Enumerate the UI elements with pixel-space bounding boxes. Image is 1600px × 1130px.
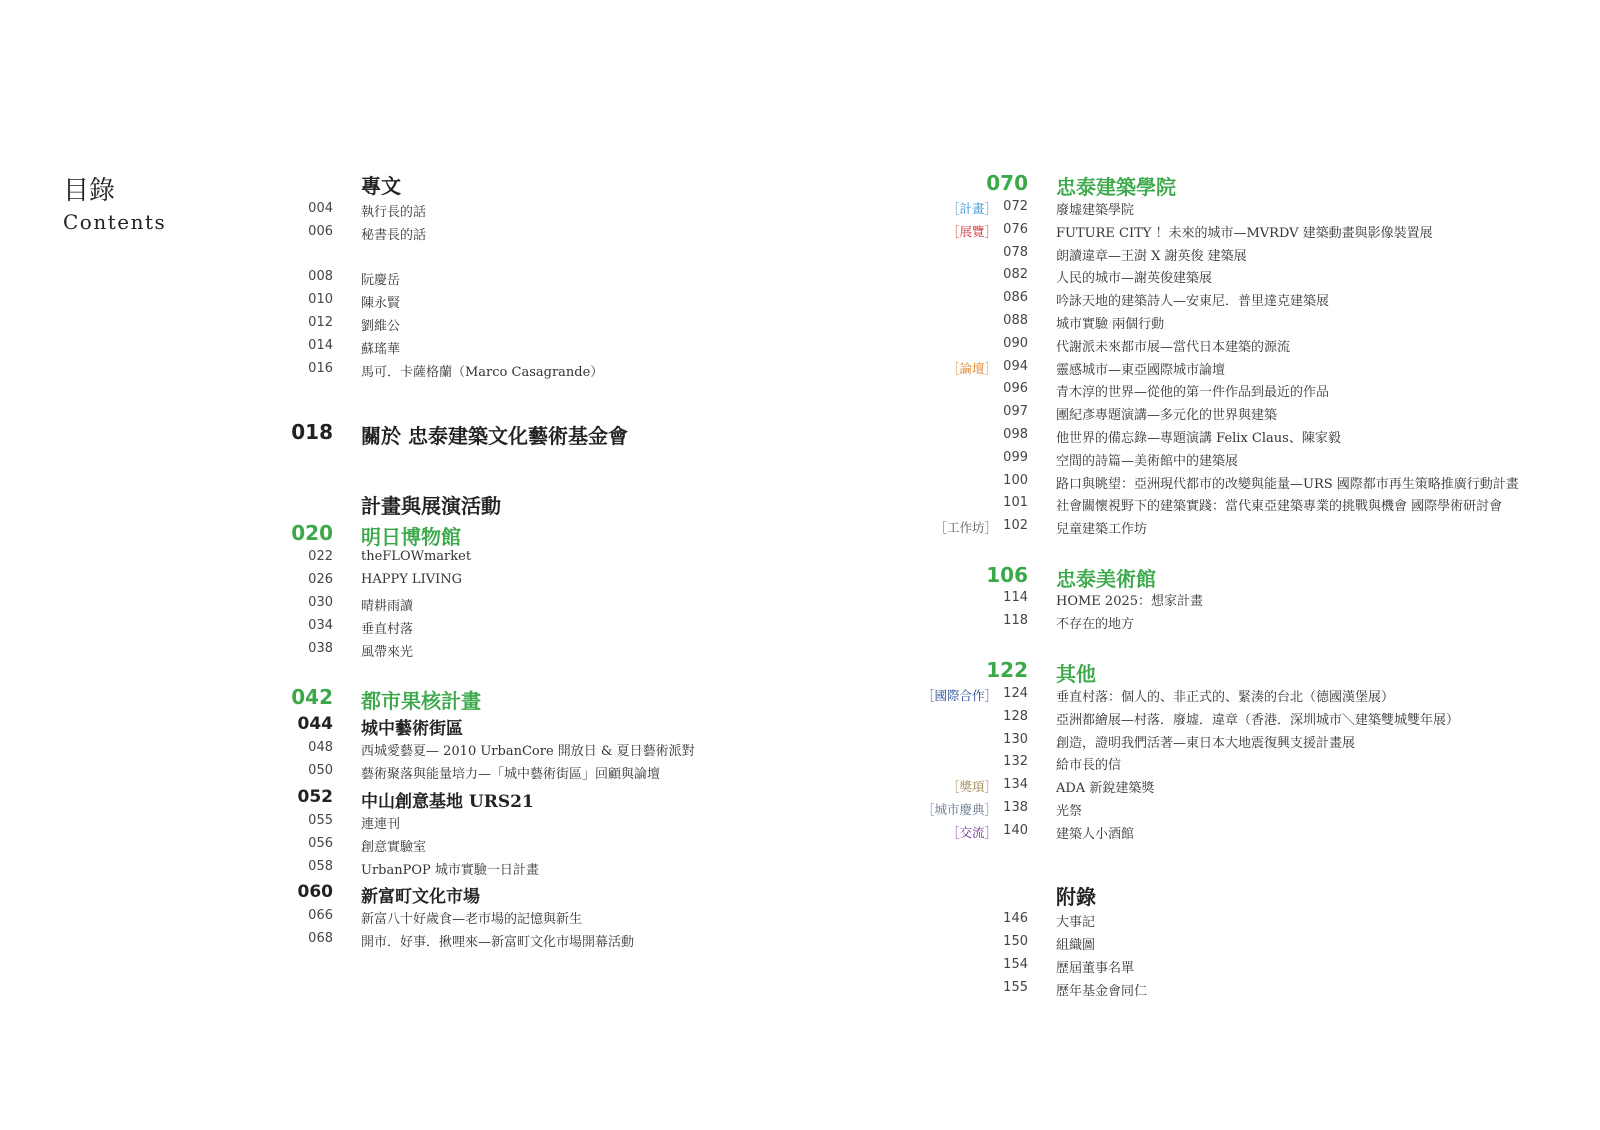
others-item-page-number: 138 — [1003, 800, 1028, 815]
art-district-item-title[interactable]: 藝術聚落與能量培力—「城中藝術街區」回顧與論壇 — [361, 767, 661, 782]
museum-item-title[interactable]: 垂直村落 — [361, 622, 414, 637]
art-district-item-page-number: 050 — [308, 763, 333, 778]
museum-item-page-number: 022 — [308, 549, 333, 564]
academy-item-page-number: 101 — [1003, 495, 1028, 511]
others-item-category-tag: ［獎項］ — [946, 779, 997, 795]
others-item-category-tag: ［城市慶典］ — [921, 802, 997, 817]
others-item-title[interactable]: 給市長的信 — [1056, 758, 1122, 774]
museum-item-title[interactable]: HAPPY LIVING — [361, 572, 462, 587]
people-item-page-number: 010 — [308, 292, 333, 307]
appendix-item-title[interactable]: 組織圖 — [1056, 938, 1096, 953]
urs21-item-page-number: 055 — [308, 813, 333, 828]
art-museum-section-page-number: 106 — [986, 563, 1028, 587]
museum-item-page-number: 030 — [308, 595, 333, 610]
urs21-item-page-number: 056 — [308, 836, 333, 851]
academy-item-title[interactable]: 代謝派未來都市展—當代日本建築的源流 — [1056, 339, 1291, 355]
others-section-title[interactable]: 其他 — [1056, 662, 1096, 686]
appendix-item-page-number: 150 — [1003, 934, 1028, 949]
others-item-category-tag: ［交流］ — [946, 824, 997, 840]
academy-item-page-number: 100 — [1003, 472, 1028, 488]
others-item-page-number: 134 — [1003, 777, 1028, 793]
urs21-item-title[interactable]: 連連刊 — [361, 817, 401, 832]
market-item-title[interactable]: 新富八十好歲食—老市場的記憶與新生 — [361, 912, 583, 927]
people-item-title[interactable]: 阮慶岳 — [361, 273, 401, 288]
appendix-item-page-number: 146 — [1003, 911, 1028, 926]
others-item-page-number: 124 — [1003, 686, 1028, 701]
art-museum-item-title[interactable]: HOME 2025：想家計畫 — [1056, 594, 1204, 609]
appendix-item-title[interactable]: 歷年基金會同仁 — [1056, 984, 1148, 999]
art-district-section-page-number: 044 — [297, 714, 333, 734]
toc-title: 目錄 — [63, 176, 116, 206]
market-section-page-number: 060 — [297, 882, 333, 902]
people-item-title[interactable]: 蘇瑤華 — [361, 342, 401, 357]
people-item-page-number: 012 — [308, 315, 333, 330]
market-section-title[interactable]: 新富町文化市場 — [361, 887, 480, 907]
art-district-item-page-number: 048 — [308, 740, 333, 755]
academy-item-title[interactable]: 吟詠天地的建築詩人—安東尼．普里達克建築展 — [1056, 294, 1330, 310]
academy-item-page-number: 097 — [1003, 404, 1028, 420]
others-section-page-number: 122 — [986, 658, 1028, 682]
urs21-item-title[interactable]: UrbanPOP 城市實驗一日計畫 — [361, 863, 539, 878]
others-item-title[interactable]: 亞洲都繪展—村落．廢墟．違章（香港．深圳城市＼建築雙城雙年展） — [1056, 712, 1460, 728]
market-item-title[interactable]: 開市．好事．揪哩來—新富町文化市場開幕活動 — [361, 935, 635, 950]
academy-item-page-number: 096 — [1003, 381, 1028, 397]
museum-item-page-number: 038 — [308, 641, 333, 656]
people-item-title[interactable]: 劉維公 — [361, 319, 401, 334]
others-item-title[interactable]: 垂直村落：個人的、非正式的、緊湊的台北（德國漢堡展） — [1056, 690, 1395, 705]
others-item-title[interactable]: ADA 新銳建築獎 — [1056, 781, 1155, 797]
academy-item-title[interactable]: 他世界的備忘錄—專題演講 Felix Claus、陳家毅 — [1056, 431, 1341, 446]
others-item-category-tag: ［國際合作］ — [921, 688, 997, 703]
urs21-section-title[interactable]: 中山創意基地 URS21 — [361, 792, 534, 812]
academy-item-title[interactable]: 廢墟建築學院 — [1056, 203, 1135, 218]
academy-item-title[interactable]: 團紀彥專題演講—多元化的世界與建築 — [1056, 408, 1278, 424]
market-item-page-number: 066 — [308, 908, 333, 923]
others-item-page-number: 130 — [1003, 731, 1028, 747]
art-museum-item-page-number: 118 — [1003, 613, 1028, 628]
people-item-page-number: 014 — [308, 338, 333, 353]
academy-item-title[interactable]: 兒童建築工作坊 — [1056, 522, 1148, 538]
academy-section-page-number: 070 — [986, 171, 1028, 195]
academy-item-title[interactable]: 朗讀違章—王澍 X 謝英俊 建築展 — [1056, 248, 1247, 264]
urs21-section-page-number: 052 — [297, 787, 333, 807]
academy-item-page-number: 090 — [1003, 335, 1028, 351]
art-district-item-title[interactable]: 西城愛藝夏— 2010 UrbanCore 開放日 & 夏日藝術派對 — [361, 744, 695, 759]
appendix-item-title[interactable]: 歷屆董事名單 — [1056, 961, 1135, 976]
urbancore-section-page-number: 042 — [291, 685, 333, 709]
toc-subtitle: Contents — [63, 210, 167, 234]
about-section-title[interactable]: 關於 忠泰建築文化藝術基金會 — [361, 424, 628, 448]
people-item-page-number: 016 — [308, 361, 333, 376]
people-item-page-number: 008 — [308, 269, 333, 284]
academy-item-title[interactable]: 靈感城市—東亞國際城市論壇 — [1056, 362, 1226, 378]
academy-item-category-tag: ［論壇］ — [946, 360, 997, 376]
museum-item-title[interactable]: theFLOWmarket — [361, 549, 472, 564]
museum-section-title[interactable]: 明日博物館 — [361, 525, 461, 549]
essay-item-page-number: 006 — [308, 224, 333, 239]
others-item-page-number: 132 — [1003, 754, 1028, 770]
appendix-header-title: 附錄 — [1056, 885, 1096, 909]
essay-item-title[interactable]: 執行長的話 — [361, 205, 427, 220]
academy-item-page-number: 098 — [1003, 427, 1028, 442]
academy-item-title[interactable]: 人民的城市—謝英俊建築展 — [1056, 271, 1213, 287]
academy-item-page-number: 088 — [1003, 313, 1028, 328]
academy-item-page-number: 099 — [1003, 449, 1028, 465]
museum-item-page-number: 034 — [308, 618, 333, 633]
academy-section-title[interactable]: 忠泰建築學院 — [1056, 175, 1176, 199]
appendix-item-title[interactable]: 大事記 — [1056, 915, 1096, 930]
academy-item-title[interactable]: FUTURE CITY ！未來的城市—MVRDV 建築動畫與影像裝置展 — [1056, 225, 1433, 241]
people-item-title[interactable]: 陳永賢 — [361, 296, 401, 311]
academy-item-page-number: 072 — [1003, 199, 1028, 214]
art-museum-item-title[interactable]: 不存在的地方 — [1056, 617, 1135, 632]
academy-item-category-tag: ［工作坊］ — [934, 520, 997, 536]
people-item-title[interactable]: 馬可．卡薩格蘭（Marco Casagrande） — [361, 365, 604, 380]
others-item-title[interactable]: 光祭 — [1056, 804, 1083, 819]
academy-item-page-number: 094 — [1003, 358, 1028, 374]
essay-item-page-number: 004 — [308, 201, 333, 216]
museum-item-page-number: 026 — [308, 572, 333, 587]
others-item-title[interactable]: 創造，證明我們活著—東日本大地震復興支援計畫展 — [1056, 735, 1356, 751]
essay-item-title[interactable]: 秘書長的話 — [361, 228, 427, 243]
essay-header-title: 專文 — [361, 174, 401, 198]
urs21-item-title[interactable]: 創意實驗室 — [361, 840, 427, 855]
academy-item-title[interactable]: 路口與眺望：亞洲現代都市的改變與能量—URS 國際都市再生策略推廣行動計畫 — [1056, 476, 1519, 492]
academy-item-title[interactable]: 城市實驗 兩個行動 — [1056, 317, 1165, 332]
about-section-page-number: 018 — [291, 420, 333, 444]
art-museum-section-title[interactable]: 忠泰美術館 — [1056, 567, 1156, 591]
projects-header-title: 計畫與展演活動 — [361, 494, 501, 518]
academy-item-title[interactable]: 空間的詩篇—美術館中的建築展 — [1056, 453, 1239, 469]
others-item-title[interactable]: 建築人小酒館 — [1056, 826, 1135, 842]
appendix-item-page-number: 155 — [1003, 980, 1028, 995]
art-museum-item-page-number: 114 — [1003, 590, 1028, 605]
academy-item-page-number: 082 — [1003, 267, 1028, 283]
academy-item-category-tag: ［展覽］ — [946, 223, 997, 239]
appendix-item-page-number: 154 — [1003, 957, 1028, 972]
market-item-page-number: 068 — [308, 931, 333, 946]
urs21-item-page-number: 058 — [308, 859, 333, 874]
urbancore-section-title[interactable]: 都市果核計畫 — [361, 689, 481, 713]
museum-item-title[interactable]: 晴耕雨讀 — [361, 599, 414, 614]
museum-section-page-number: 020 — [291, 521, 333, 545]
museum-item-title[interactable]: 風帶來光 — [361, 645, 414, 660]
others-item-page-number: 140 — [1003, 822, 1028, 838]
academy-item-page-number: 076 — [1003, 221, 1028, 237]
academy-item-title[interactable]: 社會關懷視野下的建築實踐：當代東亞建築專業的挑戰與機會 國際學術研討會 — [1056, 499, 1503, 515]
art-district-section-title[interactable]: 城中藝術街區 — [361, 719, 463, 739]
academy-item-page-number: 086 — [1003, 290, 1028, 306]
academy-item-page-number: 078 — [1003, 244, 1028, 260]
academy-item-page-number: 102 — [1003, 518, 1028, 534]
academy-item-title[interactable]: 青木淳的世界—從他的第一件作品到最近的作品 — [1056, 385, 1330, 401]
others-item-page-number: 128 — [1003, 708, 1028, 724]
academy-item-category-tag: ［計畫］ — [946, 201, 997, 216]
